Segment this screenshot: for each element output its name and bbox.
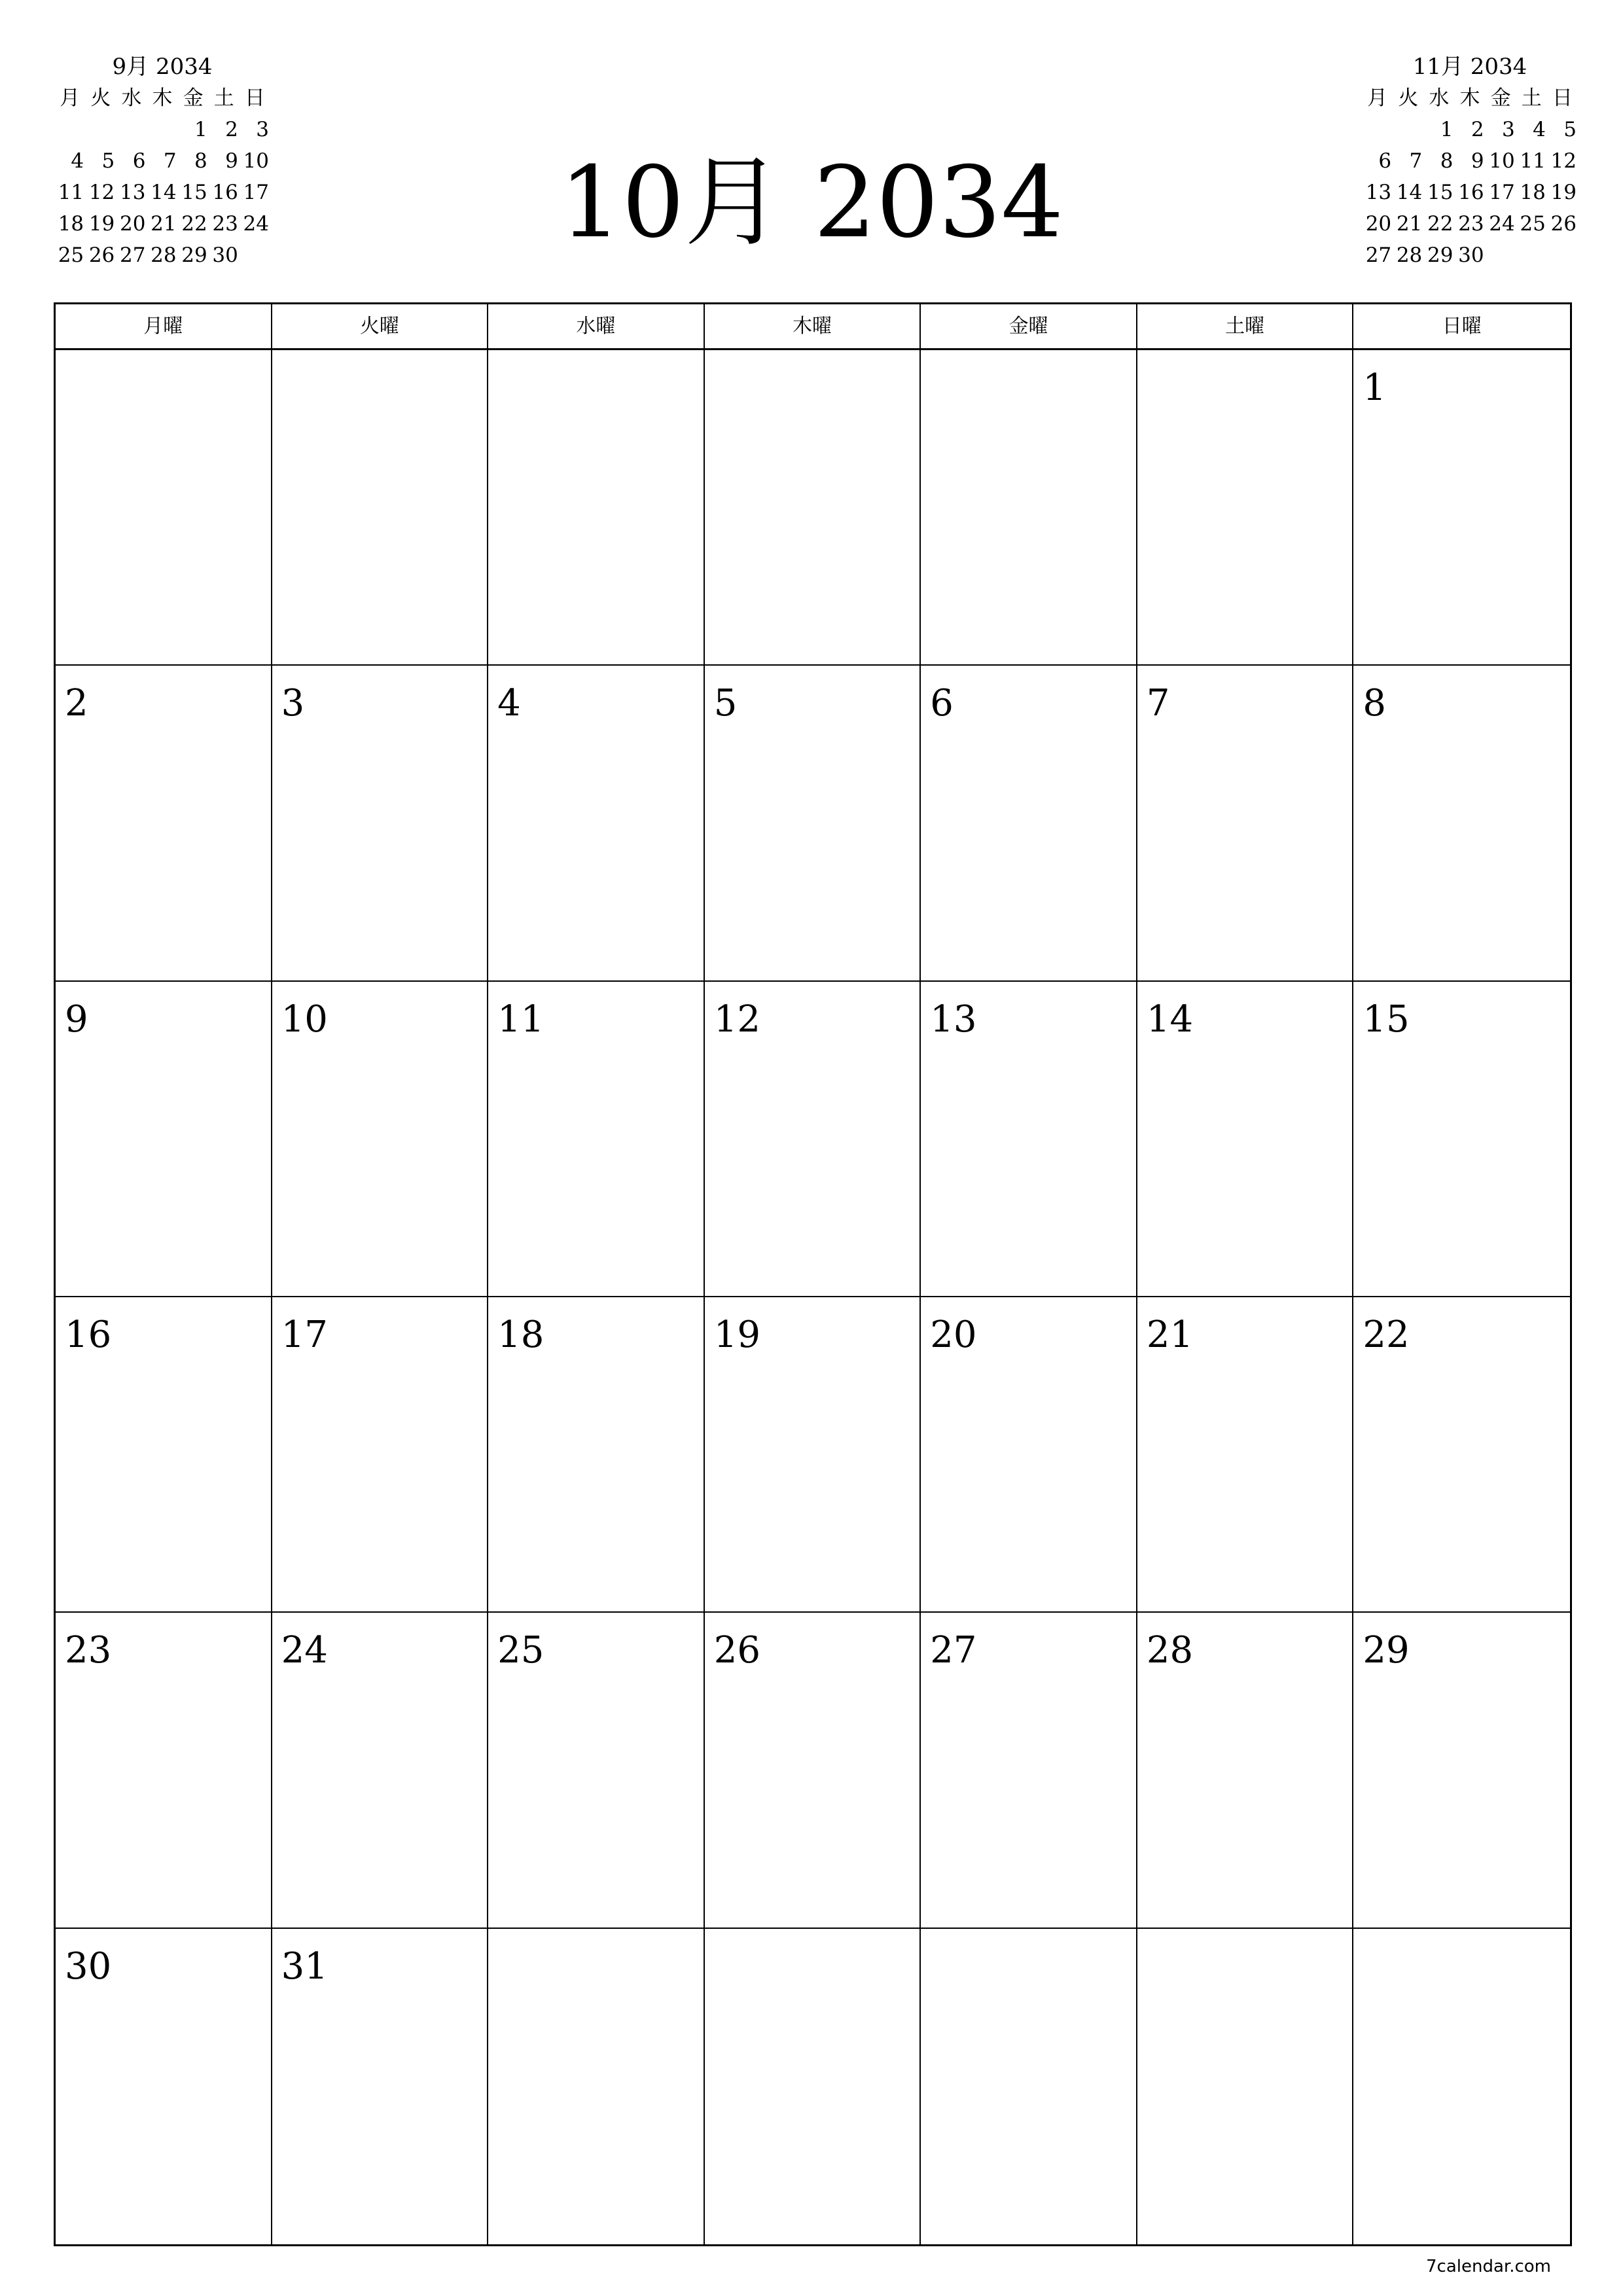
- mini-day: 7: [163, 149, 177, 173]
- mini-day: 30: [212, 243, 238, 267]
- day-cell: [488, 350, 705, 666]
- day-number: 20: [930, 1314, 977, 1356]
- day-cell: [705, 982, 921, 1297]
- mini-day: 14: [1396, 181, 1423, 204]
- mini-day: 27: [119, 243, 146, 267]
- mini-weekday-label: 金: [183, 86, 204, 110]
- day-cell: [705, 1929, 921, 2244]
- day-cell: [1353, 666, 1570, 981]
- day-number: 24: [281, 1629, 328, 1672]
- day-cell: [705, 350, 921, 666]
- day-cell: [272, 350, 489, 666]
- day-cell: [921, 666, 1137, 981]
- day-cell: [1353, 1929, 1570, 2244]
- day-cell: [705, 1297, 921, 1613]
- day-cell: [488, 1613, 705, 1928]
- day-cell: [921, 982, 1137, 1297]
- mini-day: 7: [1409, 149, 1423, 173]
- mini-day: 22: [181, 212, 207, 236]
- mini-day: 9: [1471, 149, 1484, 173]
- day-cell: [56, 350, 272, 666]
- mini-weekday-label: 木: [152, 86, 173, 110]
- day-cell: [1353, 1613, 1570, 1928]
- day-cell: [488, 666, 705, 981]
- mini-day: 11: [1520, 149, 1546, 173]
- day-cell: [1137, 350, 1354, 666]
- mini-day: [147, 114, 177, 145]
- day-cell: [56, 982, 272, 1297]
- mini-day: 15: [181, 181, 207, 204]
- mini-weekday-label: 水: [121, 86, 142, 110]
- mini-day: 19: [1550, 181, 1577, 204]
- mini-day: 2: [225, 118, 238, 141]
- mini-day: 13: [119, 181, 146, 204]
- mini-day: 12: [88, 181, 115, 204]
- day-number: 13: [930, 997, 977, 1041]
- mini-day: 1: [1440, 118, 1454, 141]
- mini-day: [54, 114, 85, 145]
- day-cell: [272, 982, 489, 1297]
- day-cell: [1137, 666, 1354, 981]
- day-number: 3: [281, 682, 305, 725]
- mini-weekday-label: 水: [1429, 86, 1450, 110]
- prev-month-title: 9月 2034: [112, 54, 213, 80]
- mini-day: 17: [243, 181, 269, 204]
- mini-day: 4: [1533, 118, 1546, 141]
- day-number: 22: [1363, 1314, 1410, 1356]
- mini-day: 28: [1396, 243, 1423, 267]
- day-number: 21: [1146, 1314, 1194, 1356]
- day-number: 1: [1363, 367, 1387, 409]
- mini-weekday-label: 月: [60, 86, 80, 110]
- mini-day: 10: [1489, 149, 1515, 173]
- day-cell: [56, 666, 272, 981]
- weekday-header-row: [56, 304, 1570, 350]
- mini-day: 16: [212, 181, 238, 204]
- next-month-calendar: [1362, 51, 1578, 271]
- mini-day: 1: [194, 118, 207, 141]
- day-cell: [272, 1929, 489, 2244]
- mini-day: 25: [1520, 212, 1546, 236]
- mini-day: 3: [256, 118, 269, 141]
- mini-weekday-label: 日: [244, 86, 265, 110]
- day-number: 27: [930, 1629, 977, 1672]
- mini-day: [1393, 114, 1423, 145]
- weekday-header: 木曜: [705, 304, 921, 348]
- mini-day: 21: [151, 212, 177, 236]
- day-cell: [488, 1297, 705, 1613]
- day-number: 10: [281, 997, 328, 1041]
- day-cell: [488, 982, 705, 1297]
- day-number: 7: [1146, 682, 1170, 725]
- mini-day: 5: [1563, 118, 1577, 141]
- mini-day: 11: [58, 181, 84, 204]
- day-cell: [272, 1613, 489, 1928]
- mini-day: 9: [225, 149, 238, 173]
- day-cell: [272, 666, 489, 981]
- mini-day: 5: [101, 149, 115, 173]
- mini-day: 14: [151, 181, 177, 204]
- weekday-header: 月曜: [56, 304, 272, 348]
- mini-day: 17: [1489, 181, 1515, 204]
- day-number: 26: [713, 1629, 760, 1672]
- mini-day: 2: [1471, 118, 1484, 141]
- mini-day: 24: [243, 212, 269, 236]
- mini-day: 8: [1440, 149, 1454, 173]
- mini-day: 22: [1427, 212, 1454, 236]
- day-cell: [921, 1929, 1137, 2244]
- mini-day: [1362, 114, 1393, 145]
- day-cell: [1353, 1297, 1570, 1613]
- mini-day: 15: [1427, 181, 1454, 204]
- weekday-header: 日曜: [1442, 315, 1482, 338]
- mini-day: 30: [1458, 243, 1484, 267]
- mini-day: 29: [1427, 243, 1454, 267]
- day-cell: [921, 350, 1137, 666]
- mini-day: 23: [1458, 212, 1484, 236]
- mini-day: 8: [194, 149, 207, 173]
- next-month-grid: [1362, 82, 1578, 271]
- day-number: 17: [281, 1314, 328, 1356]
- mini-day: 10: [243, 149, 269, 173]
- day-number: 25: [497, 1629, 544, 1672]
- day-number: 12: [713, 997, 760, 1041]
- mini-weekday-label: 土: [1521, 86, 1542, 110]
- day-number: 19: [713, 1314, 760, 1356]
- day-cell: [1137, 1297, 1354, 1613]
- day-number: 30: [65, 1945, 112, 1988]
- footer-credit: 7calendar.com: [1425, 2257, 1551, 2276]
- mini-day: 20: [119, 212, 146, 236]
- day-number: 5: [713, 682, 738, 725]
- mini-day: 24: [1489, 212, 1515, 236]
- day-number: 29: [1363, 1629, 1410, 1672]
- day-cell: [1353, 350, 1570, 666]
- mini-day: 3: [1501, 118, 1515, 141]
- mini-day: 12: [1550, 149, 1577, 173]
- mini-day: 26: [88, 243, 115, 267]
- mini-day: 27: [1365, 243, 1392, 267]
- day-cell: [1353, 982, 1570, 1297]
- day-cell: [705, 1613, 921, 1928]
- mini-day: 28: [151, 243, 177, 267]
- day-cell: [705, 666, 921, 981]
- weekday-header: 金曜: [921, 304, 1137, 348]
- calendar-grid: [56, 350, 1570, 2244]
- mini-day: [85, 114, 116, 145]
- mini-day: 16: [1458, 181, 1484, 204]
- mini-weekday-label: 火: [90, 86, 111, 110]
- mini-day: 25: [58, 243, 84, 267]
- weekday-header: 土曜: [1137, 304, 1354, 348]
- day-cell: [921, 1297, 1137, 1613]
- mini-day: 23: [212, 212, 238, 236]
- day-number: 4: [497, 682, 521, 725]
- mini-day: 18: [1520, 181, 1546, 204]
- day-number: 18: [497, 1314, 544, 1356]
- page-title: 10月 2034: [559, 146, 1064, 260]
- day-cell: [1137, 1613, 1354, 1928]
- day-cell: [488, 1929, 705, 2244]
- mini-day: 4: [71, 149, 84, 173]
- weekday-header: 水曜: [488, 304, 705, 348]
- mini-weekday-label: 月: [1367, 86, 1388, 110]
- day-cell: [56, 1929, 272, 2244]
- day-cell: [1137, 982, 1354, 1297]
- day-number: 2: [65, 682, 88, 725]
- day-number: 23: [65, 1629, 112, 1672]
- mini-day: 19: [88, 212, 115, 236]
- next-month-title: 11月 2034: [1412, 54, 1527, 80]
- day-cell: [272, 1297, 489, 1613]
- mini-day: 21: [1396, 212, 1423, 236]
- mini-weekday-label: 日: [1552, 86, 1573, 110]
- day-number: 28: [1146, 1629, 1194, 1672]
- day-number: 15: [1363, 997, 1410, 1041]
- mini-weekday-label: 火: [1398, 86, 1419, 110]
- mini-day: 29: [181, 243, 207, 267]
- mini-weekday-label: 木: [1459, 86, 1480, 110]
- day-cell: [1137, 1929, 1354, 2244]
- day-number: 6: [930, 682, 954, 725]
- mini-day: 20: [1365, 212, 1392, 236]
- day-number: 31: [281, 1945, 328, 1988]
- month-calendar: [54, 302, 1572, 2246]
- day-number: 9: [65, 997, 88, 1041]
- weekday-header: 火曜: [272, 304, 489, 348]
- mini-day: 6: [1378, 149, 1392, 173]
- day-number: 8: [1363, 682, 1387, 725]
- mini-day: [116, 114, 147, 145]
- mini-day: 13: [1365, 181, 1392, 204]
- day-cell: [56, 1613, 272, 1928]
- mini-day: 6: [132, 149, 146, 173]
- day-number: 11: [497, 997, 544, 1041]
- mini-day: 18: [58, 212, 84, 236]
- day-number: 14: [1146, 997, 1194, 1041]
- day-cell: [56, 1297, 272, 1613]
- mini-weekday-label: 土: [213, 86, 234, 110]
- day-number: 16: [65, 1314, 112, 1356]
- day-cell: [921, 1613, 1137, 1928]
- mini-day: 26: [1550, 212, 1577, 236]
- mini-weekday-label: 金: [1490, 86, 1511, 110]
